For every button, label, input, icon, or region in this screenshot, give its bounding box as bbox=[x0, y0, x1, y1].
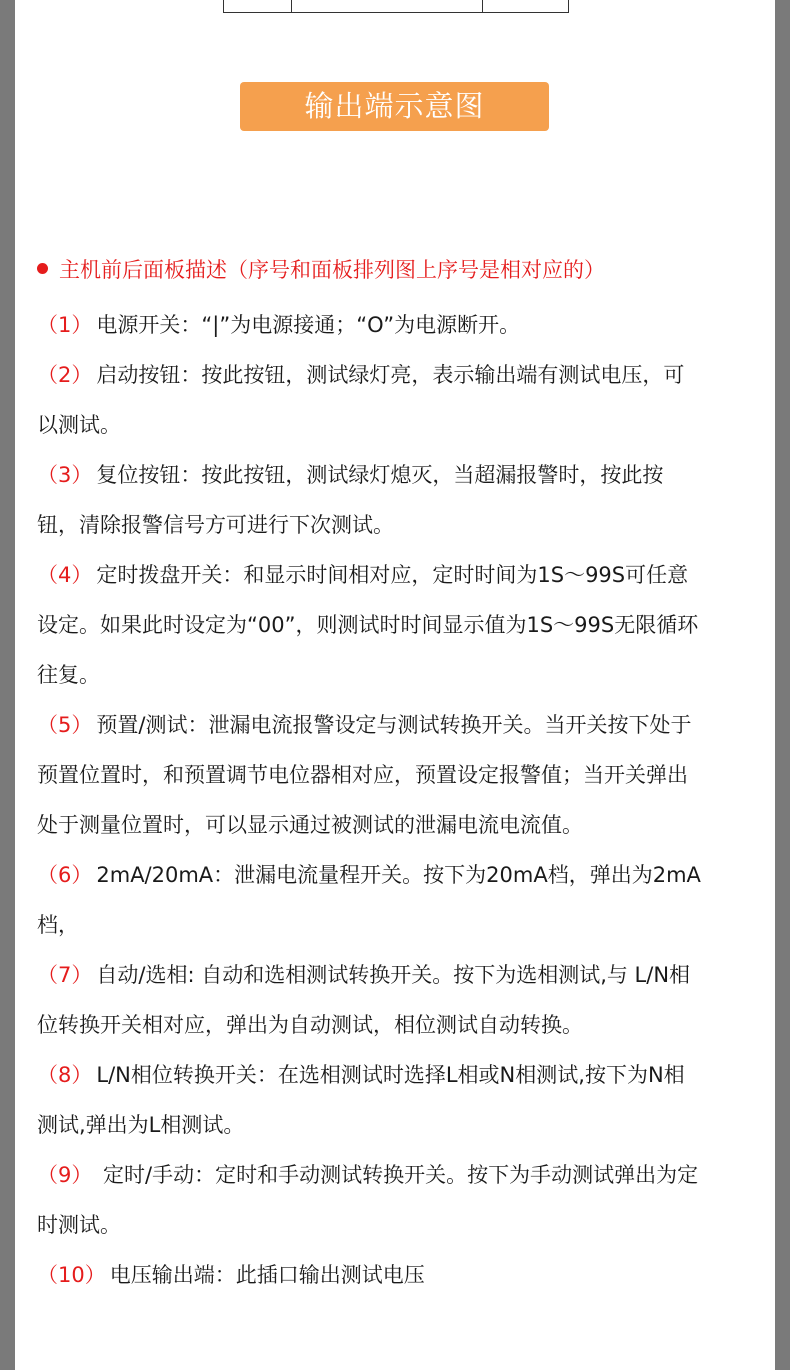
table-bottom-edge bbox=[223, 0, 569, 13]
output-diagram-banner: 输出端示意图 bbox=[240, 82, 549, 131]
item-number: （5） bbox=[37, 713, 93, 737]
list-item bbox=[37, 550, 705, 700]
item-number: （3） bbox=[37, 463, 93, 487]
item-number: （6） bbox=[37, 863, 93, 887]
list-item bbox=[37, 450, 705, 550]
item-number: （4） bbox=[37, 563, 93, 587]
item-text: 2mA/20mA：泄漏电流量程开关。按下为20mA档，弹出为2mA档， bbox=[37, 863, 701, 937]
list-item bbox=[37, 300, 705, 350]
item-text: 复位按钮：按此按钮，测试绿灯熄灭，当超漏报警时，按此按钮，清除报警信号方可进行下次测试。 bbox=[37, 463, 664, 537]
item-text: 定时/手动：定时和手动测试转换开关。按下为手动测试弹出为定时测试。 bbox=[37, 1163, 699, 1237]
list-item bbox=[37, 700, 705, 850]
list-item bbox=[37, 1150, 705, 1250]
item-text: 定时拨盘开关：和显示时间相对应，定时时间为1S～99S可任意设定。如果此时设定为“00”，则测试时时间显示值为1S～99S无限循环往复。 bbox=[37, 563, 699, 687]
item-number: （9） bbox=[37, 1163, 93, 1187]
item-number: （7） bbox=[37, 963, 93, 987]
item-text: 电压输出端：此插口输出测试电压 bbox=[109, 1263, 425, 1287]
item-number: （2） bbox=[37, 363, 93, 387]
list-item bbox=[37, 1250, 705, 1300]
panel-description-list bbox=[37, 300, 705, 1300]
item-text: 启动按钮：按此按钮，测试绿灯亮，表示输出端有测试电压，可以测试。 bbox=[37, 363, 685, 437]
item-text: 电源开关：“|”为电源接通；“O”为电源断开。 bbox=[96, 313, 521, 337]
list-item bbox=[37, 850, 705, 950]
item-number: （1） bbox=[37, 313, 93, 337]
section-heading bbox=[37, 255, 767, 285]
list-item bbox=[37, 950, 705, 1050]
bullet-dot-icon bbox=[37, 263, 48, 274]
list-item bbox=[37, 1050, 705, 1150]
section-heading-text: 主机前后面板描述（序号和面板排列图上序号是相对应的） bbox=[59, 258, 605, 282]
item-text: 自动/选相: 自动和选相测试转换开关。按下为选相测试,与 L/N相位转换开关相对应，弹出为自动测试，相位测试自动转换。 bbox=[37, 963, 691, 1037]
item-number: （10） bbox=[37, 1263, 106, 1287]
table-cell bbox=[292, 0, 483, 12]
list-item bbox=[37, 350, 705, 450]
item-text: L/N相位转换开关：在选相测试时选择L相或N相测试,按下为N相测试,弹出为L相测试。 bbox=[37, 1063, 685, 1137]
item-number: （8） bbox=[37, 1063, 93, 1087]
document-page bbox=[15, 0, 775, 1370]
item-text: 预置/测试：泄漏电流报警设定与测试转换开关。当开关按下处于预置位置时，和预置调节电位器相对应，预置设定报警值；当开关弹出处于测量位置时，可以显示通过被测试的泄漏电流电流值。 bbox=[37, 713, 692, 837]
table-cell bbox=[224, 0, 292, 12]
table-cell bbox=[483, 0, 568, 12]
